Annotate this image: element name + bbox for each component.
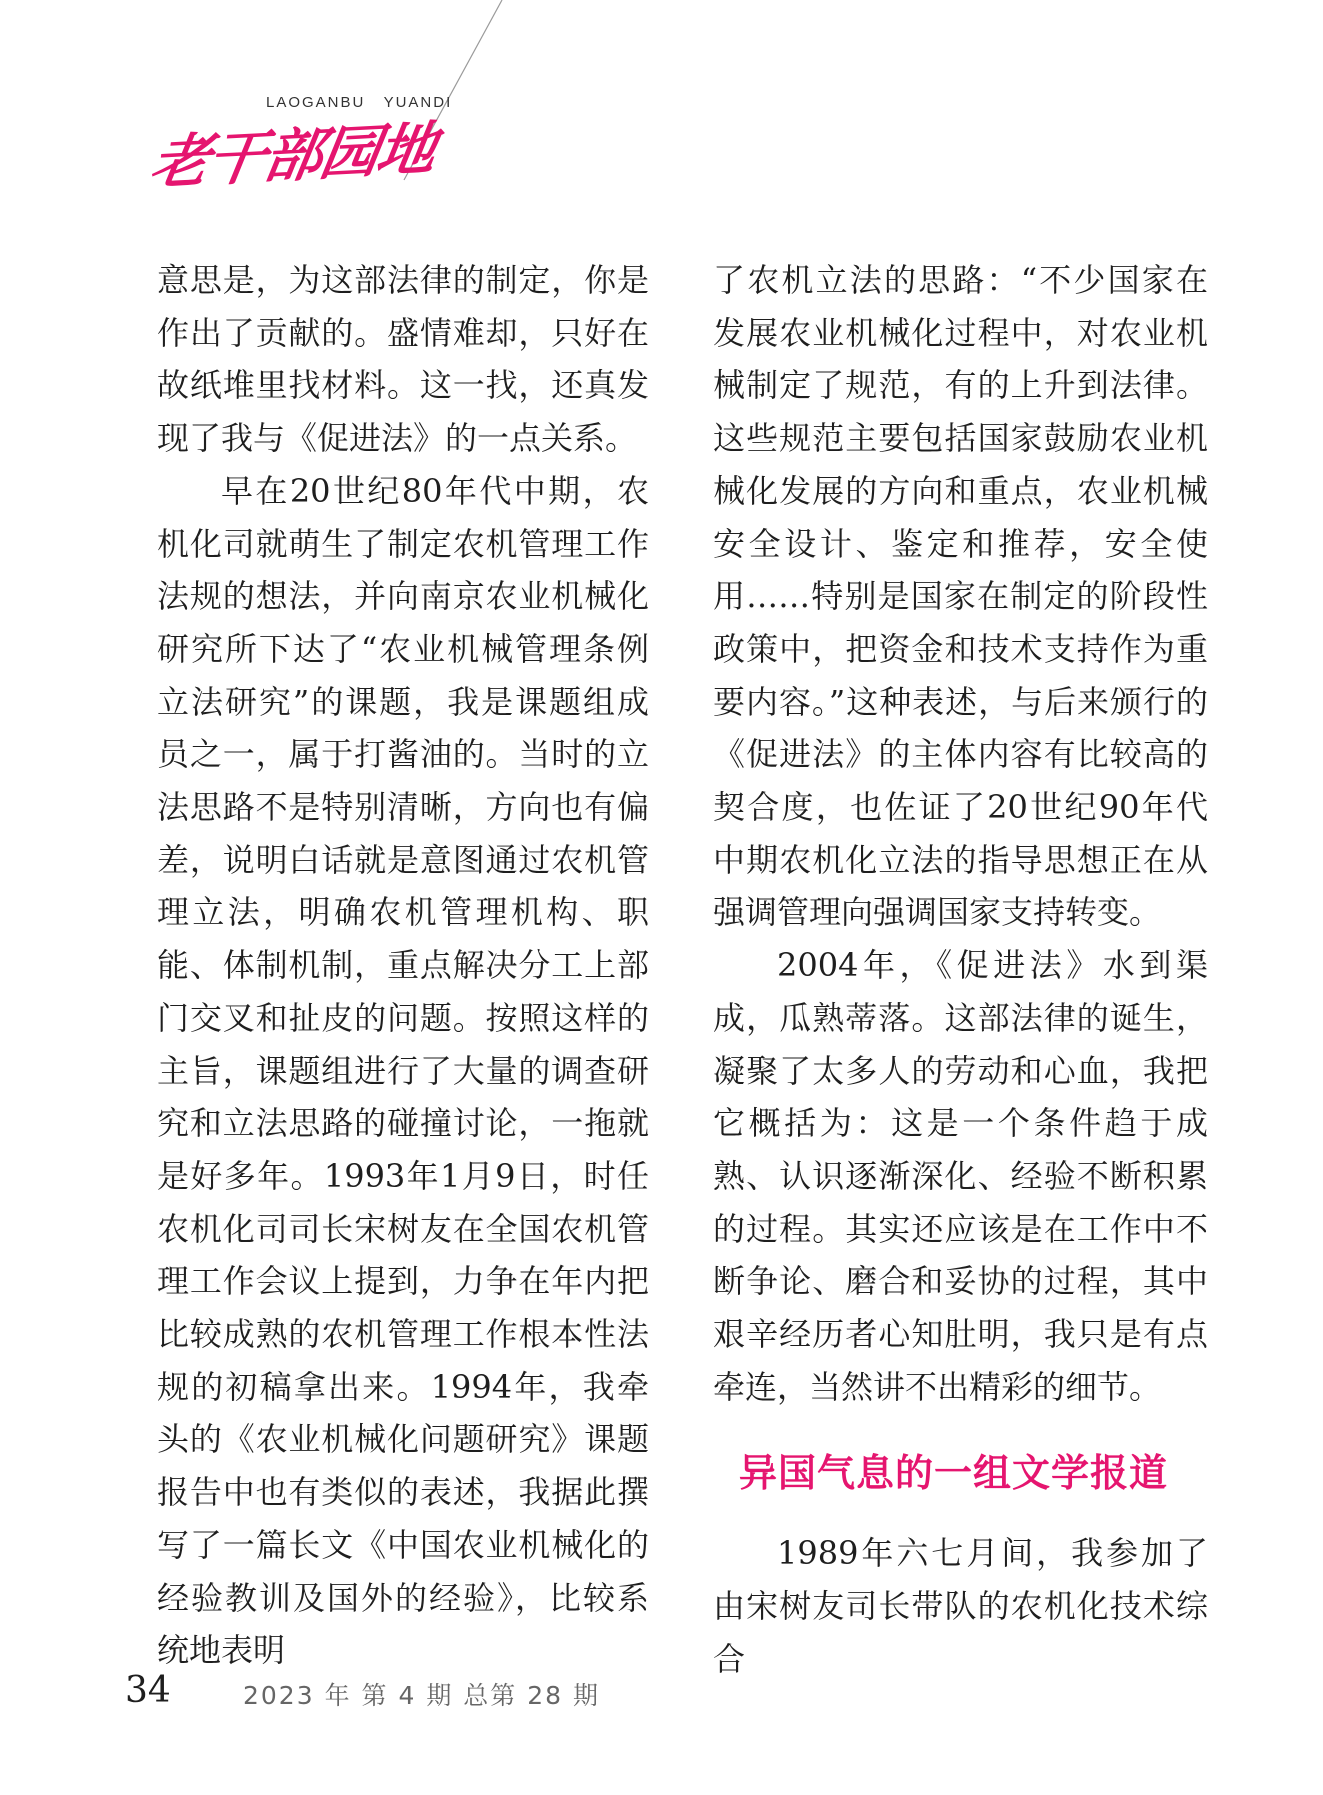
body-paragraph: 早在20世纪80年代中期，农机化司就萌生了制定农机管理工作法规的想法，并向南京农业机械化研究所下达了“农业机械管理条例立法研究”的课题，我是课题组成员之一，属于打酱油的。当时的立法思路不是特别清晰，方向也有偏差，说明白话就是意图通过农机管理立法，明确农机管理机构、职能、体制机制，重点解决分工上部门交叉和扯皮的问题。按照这样的主旨，课题组进行了大量的调查研究和立法思路的碰撞讨论，一拖就是好多年。1993年1月9日，时任农机化司司长宋树友在全国农机管理工作会议上提到，力争在年内把比较成熟的农机管理工作根本性法规的初稿拿出来。1994年，我牵头的《农业机械化问题研究》课题报告中也有类似的表述，我据此撰写了一篇长文《中国农业机械化的经验教训及国外的经验》，比较系统地表明 [157, 471, 649, 1670]
right-column [713, 254, 1208, 1686]
logo-latin-text: LAOGANBU YUANDI [266, 94, 453, 111]
body-paragraph: 2004年，《促进法》水到渠成，瓜熟蒂落。这部法律的诞生，凝聚了太多人的劳动和心血，我把它概括为：这是一个条件趋于成熟、认识逐渐深化、经验不断积累的过程。其实还应该是在工作中不断争论、磨合和妥协的过程，其中艰辛经历者心知肚明，我只是有点牵连，当然讲不出精彩的细节。 [713, 946, 1208, 1406]
magazine-logo: 老干部园地 [145, 114, 440, 197]
body-paragraph: 意思是，为这部法律的制定，你是作出了贡献的。盛情难却，只好在故纸堆里找材料。这一找，还真发现了我与《促进法》的一点关系。 [157, 261, 649, 458]
body-paragraph: 1989年六七月间，我参加了由宋树友司长带队的农机化技术综合 [713, 1534, 1208, 1678]
left-column [157, 254, 649, 1677]
section-heading: 异国气息的一组文学报道 [739, 1451, 1169, 1496]
page-number: 34 [125, 1670, 171, 1711]
body-paragraph: 了农机立法的思路：“不少国家在发展农业机械化过程中，对农业机械制定了规范，有的上升到法律。这些规范主要包括国家鼓励农业机械化发展的方向和重点，农业机械安全设计、鉴定和推荐，安全使用……特别是国家在制定的阶段性政策中，把资金和技术支持作为重要内容。”这种表述，与后来颁行的《促进法》的主体内容有比较高的契合度，也佐证了20世纪90年代中期农机化立法的指导思想正在从强调管理向强调国家支持转变。 [713, 261, 1208, 932]
issue-info: 2023 年 第 4 期 总第 28 期 [243, 1681, 600, 1710]
